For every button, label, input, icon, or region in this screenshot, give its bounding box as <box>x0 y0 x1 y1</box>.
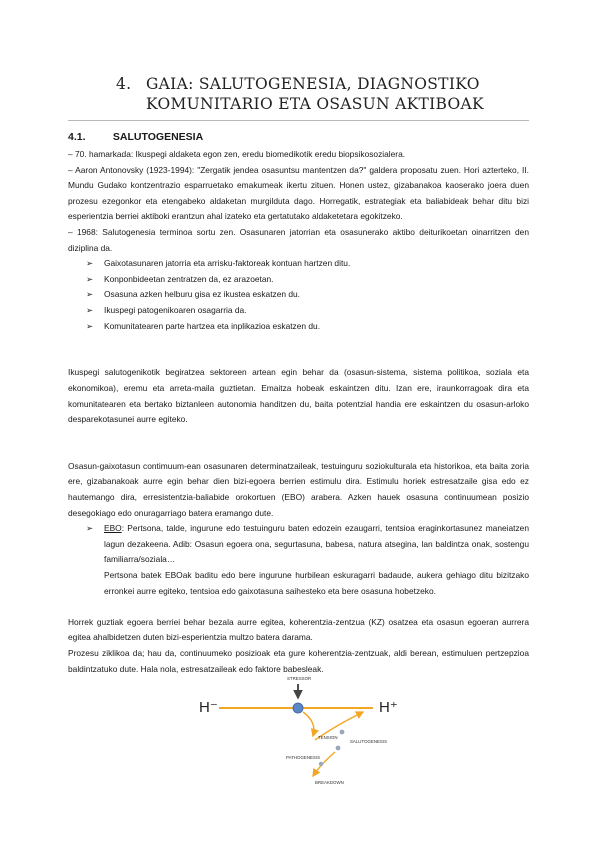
list-item: ➢ Ikuspegi patogenikoaren osagarria da. <box>86 303 529 319</box>
arrow-bullet-icon: ➢ <box>86 273 94 284</box>
ebo-term: EBO <box>104 523 122 534</box>
ebo-explanation: Pertsona batek EBOak baditu edo bere ingurune hurbilean eskuragarri badaude, aukera gehiago ditu bizitzako erronkei aurre egiteko, tentsioa edo gaixotasuna saihesteko eta bere osasuna hobetzeko. <box>104 570 529 596</box>
person-node <box>293 703 303 713</box>
title-divider <box>68 120 529 121</box>
ebo-definition-text: : Pertsona, talde, ingurune edo testuinguru baten edozein ezaugarri, tentsioa eraginkortasunez maneiatzen lagun dezakeena. Adib: Osasun egoera ona, segurtasuna, babesa, natura atsegina, lan baldintza onak, sostengu familiarra/soziala… <box>104 523 529 565</box>
chapter-title-line2: KOMUNITARIO ETA OSASUN AKTIBOAK <box>146 95 484 113</box>
paragraph-coherence: Horrek guztiak egoera berriei behar bezala aurre egitea, koherentzia-zentzua (KZ) osatzea eta osasun egoeran aurrera egitea ahalbidetzen duten bizi-esperientzia multzo batera darama. <box>68 616 529 643</box>
pathogenesis-label: PATHOGENESIS <box>286 755 320 760</box>
health-plus-label: H⁺ <box>379 699 398 716</box>
paragraph-antonovsky: – Aaron Antonovsky (1923-1994): "Zergatik jendea osasuntsu mantentzen da?" galdera proposatu zuen. Hori azterteko, II. Mundu Gudako kontzentrazio esparruetako emakumeak ikertu zituen. Honen ustez, gizabanakoa kaoserako joera duen prozesu ezegonkor eta etengabeko aldaketan murgilduta dago. Horregatik, estrategiak eta baliabideak behar ditu bizi esperientzia berriei aktiboki erantzun ahal izateko eta gertatutako aldaketetara egokitzeko. <box>68 164 529 222</box>
section-heading <box>68 131 203 143</box>
paragraph-cyclic: Prozesu ziklikoa da; hau da, continuumeko posizioak eta gure koherentzia-zentzuak, aldi berean, estimuluen pertzepzioa baldintzatuko dute. Hala nola, estresatzaileak edo faktore babesleak. <box>68 648 529 674</box>
paragraph-salutogenic-view: Ikuspegi salutogenikotik begiratzea sektoreen artean egin behar da (osasun-sistema, sistema politikoa, soziala eta ekonomikoa), eremu eta arreta-maila guztietan. Emaitza hobeak eskaintzen ditu. Izan ere, iraunkorragoak dira eta komunitatearen eta bertako biztanleen autonomia handitzen du, baita potentzial handia ere eskaintzen du osasun-arloko desparekotasunei aurre egiteko. <box>68 367 529 425</box>
salutogenesis-diagram <box>195 660 415 790</box>
section-number: 4.1. <box>68 131 86 143</box>
breakdown-label: BREAKDOWN <box>315 780 344 785</box>
arrow-bullet-icon: ➢ <box>86 289 94 300</box>
salutogenesis-label: SALUTOGENESIS <box>350 739 388 744</box>
chapter-number: 4. <box>116 75 132 93</box>
list-item: ➢ Konponbideetan zentratzen da, ez arazoetan. <box>86 272 529 288</box>
arrow-bullet-icon: ➢ <box>86 258 94 269</box>
tension-label: TENSION <box>318 735 338 740</box>
paragraph-continuum: Osasun-gaixotasun contimuum-ean osasunaren determinatzaileak, testuinguru soziokulturala eta historikoa, eta baita zoria ere, gizabanakoak aurre egin behar dien bizi-egoera berrien estimulu dira. Estimulu horiek estresatzaile gisa edo ez hautemango dira, erresistentzia-baliabide orokortuen (EBO) arabera. Azken hauek osasuna continuumean posizio desegokiago edo onuragarriago batera eramango dute. <box>68 460 529 518</box>
list-item: ➢ Osasuna azken helburu gisa ez ikustea eskatzen du. <box>86 287 529 303</box>
section-title: SALUTOGENESIA <box>112 131 204 143</box>
health-minus-label: H⁻ <box>199 699 218 716</box>
branch-node <box>336 746 341 751</box>
arrow-bullet-icon: ➢ <box>86 320 94 331</box>
body-text <box>68 147 529 677</box>
paragraph-1968: – 1968: Salutogenesia terminoa sortu zen. Osasunaren jatorrian eta osasunerako aktibo deiturikoetan oinarritzen den diziplina da. <box>68 226 529 253</box>
arrow-bullet-icon: ➢ <box>86 304 94 315</box>
tension-arrow <box>303 712 314 736</box>
chapter-title-line1: GAIA: SALUTOGENESIA, DIAGNOSTIKO <box>146 75 480 93</box>
arrow-bullet-icon: ➢ <box>86 523 94 534</box>
ebo-definition <box>68 521 529 568</box>
branch-node <box>319 762 323 766</box>
stressor-label: STRESSOR <box>287 676 312 681</box>
paragraph-70s: – 70. hamarkada: Ikuspegi aldaketa egon zen, eredu biomedikotik eredu biopsikosozialera. <box>68 149 406 159</box>
list-item: ➢ Komunitatearen parte hartzea eta inplikazioa eskatzen du. <box>86 319 529 335</box>
branch-node <box>340 730 345 735</box>
salutogenesis-bullet-list <box>68 256 529 334</box>
list-item: ➢ Gaixotasunaren jatorria eta arrisku-faktoreak kontuan hartzen ditu. <box>86 256 529 272</box>
